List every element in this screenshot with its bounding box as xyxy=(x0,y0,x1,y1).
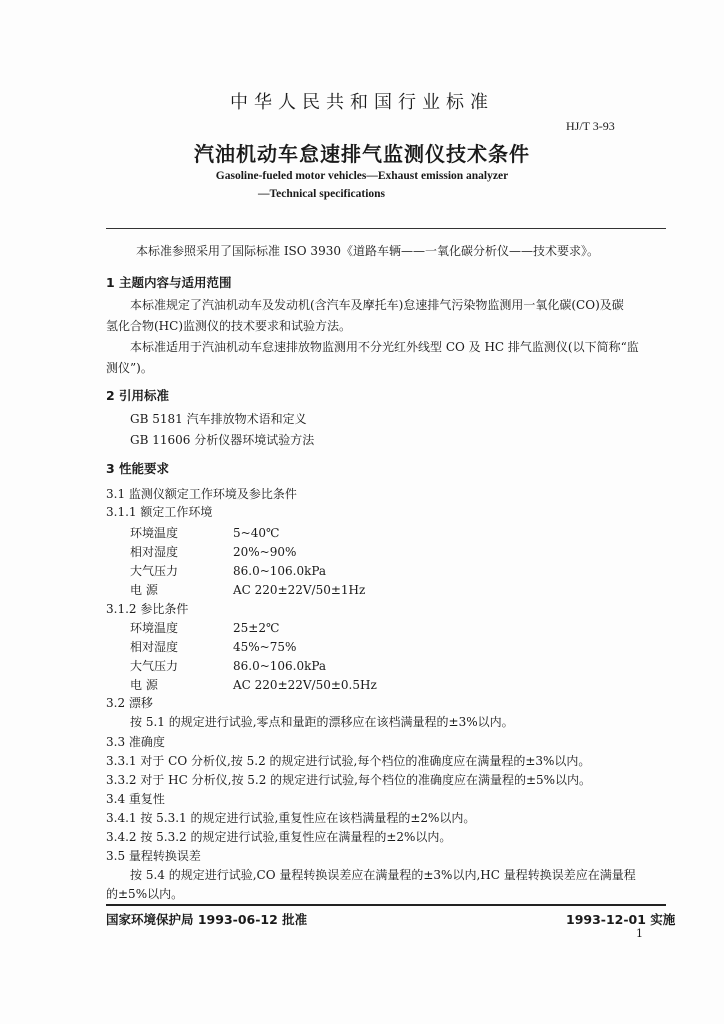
condition-label: 大气压力 xyxy=(130,659,179,673)
clause-3-3-1: 3.3.1 对于 CO 分析仪,按 5.2 的规定进行试验,每个档位的准确度应在满量程的±3%以内。 xyxy=(106,754,591,768)
clause-3-1-1: 3.1.1 额定工作环境 xyxy=(106,505,213,519)
condition-value: 20%~90% xyxy=(233,545,297,559)
standard-category-header: 中华人民共和国行业标准 xyxy=(230,92,494,113)
condition-value: 25±2℃ xyxy=(233,621,280,635)
section-1-paragraph-1-line-1: 本标准规定了汽油机动车及发动机(含汽车及摩托车)怠速排气污染物监测用一氧化碳(CO)及碳 xyxy=(130,298,624,312)
condition-value: AC 220±22V/50±1Hz xyxy=(233,583,366,597)
reference-item: GB 5181 汽车排放物术语和定义 xyxy=(130,412,307,426)
effective-date: 1993-12-01 实施 xyxy=(566,912,676,927)
approval-date: 国家环境保护局 1993-06-12 批准 xyxy=(106,912,308,927)
section-1-heading: 1 主题内容与适用范围 xyxy=(106,275,232,290)
section-1-paragraph-2-line-2: 测仪”)。 xyxy=(106,361,153,375)
condition-label: 电 源 xyxy=(130,678,158,692)
clause-3-3-2: 3.3.2 对于 HC 分析仪,按 5.2 的规定进行试验,每个档位的准确度应在满量程的±5%以内。 xyxy=(106,773,592,787)
footer-divider xyxy=(106,904,666,906)
clause-3-3: 3.3 准确度 xyxy=(106,735,165,749)
english-title-line-1: Gasoline-fueled motor vehicles—Exhaust emission analyzer xyxy=(215,170,509,182)
condition-label: 大气压力 xyxy=(130,564,179,578)
condition-label: 环境温度 xyxy=(130,526,179,540)
condition-label: 相对湿度 xyxy=(130,640,179,654)
clause-3-4: 3.4 重复性 xyxy=(106,792,165,806)
clause-3-5-text-line-1: 按 5.4 的规定进行试验,CO 量程转换误差应在满量程的±3%以内,HC 量程转换误差应在满量程 xyxy=(130,868,636,882)
condition-value: 86.0~106.0kPa xyxy=(233,564,327,578)
clause-3-1-2: 3.1.2 参比条件 xyxy=(106,602,189,616)
clause-3-4-2: 3.4.2 按 5.3.2 的规定进行试验,重复性应在满量程的±2%以内。 xyxy=(106,830,452,844)
clause-3-1: 3.1 监测仪额定工作环境及参比条件 xyxy=(106,487,297,501)
condition-value: AC 220±22V/50±0.5Hz xyxy=(233,678,377,692)
condition-value: 86.0~106.0kPa xyxy=(233,659,327,673)
clause-3-2-text: 按 5.1 的规定进行试验,零点和量距的漂移应在该档满量程的±3%以内。 xyxy=(130,715,514,729)
reference-item: GB 11606 分析仪器环境试验方法 xyxy=(130,433,315,447)
english-title-line-2: —Technical specifications xyxy=(258,188,386,200)
document-title: 汽油机动车怠速排气监测仪技术条件 xyxy=(194,142,530,166)
condition-value: 5~40℃ xyxy=(233,526,280,540)
condition-value: 45%~75% xyxy=(233,640,297,654)
section-1-paragraph-1-line-2: 氢化合物(HC)监测仪的技术要求和试验方法。 xyxy=(106,319,352,333)
clause-3-2: 3.2 漂移 xyxy=(106,696,153,710)
clause-3-5-text-line-2: 的±5%以内。 xyxy=(106,887,184,901)
title-divider xyxy=(106,228,666,229)
standard-code: HJ/T 3-93 xyxy=(566,119,615,133)
section-1-paragraph-2-line-1: 本标准适用于汽油机动车怠速排放物监测用不分光红外线型 CO 及 HC 排气监测仪(以下简称“监 xyxy=(130,340,639,354)
condition-label: 相对湿度 xyxy=(130,545,179,559)
clause-3-4-1: 3.4.1 按 5.3.1 的规定进行试验,重复性应在该档满量程的±2%以内。 xyxy=(106,811,476,825)
condition-label: 环境温度 xyxy=(130,621,179,635)
section-2-heading: 2 引用标准 xyxy=(106,388,170,403)
section-3-heading: 3 性能要求 xyxy=(106,461,170,476)
clause-3-5: 3.5 量程转换误差 xyxy=(106,849,201,863)
condition-label: 电 源 xyxy=(130,583,158,597)
intro-paragraph: 本标准参照采用了国际标准 ISO 3930《道路车辆——一氧化碳分析仪——技术要求》。 xyxy=(136,244,599,258)
page-number: 1 xyxy=(636,927,643,940)
